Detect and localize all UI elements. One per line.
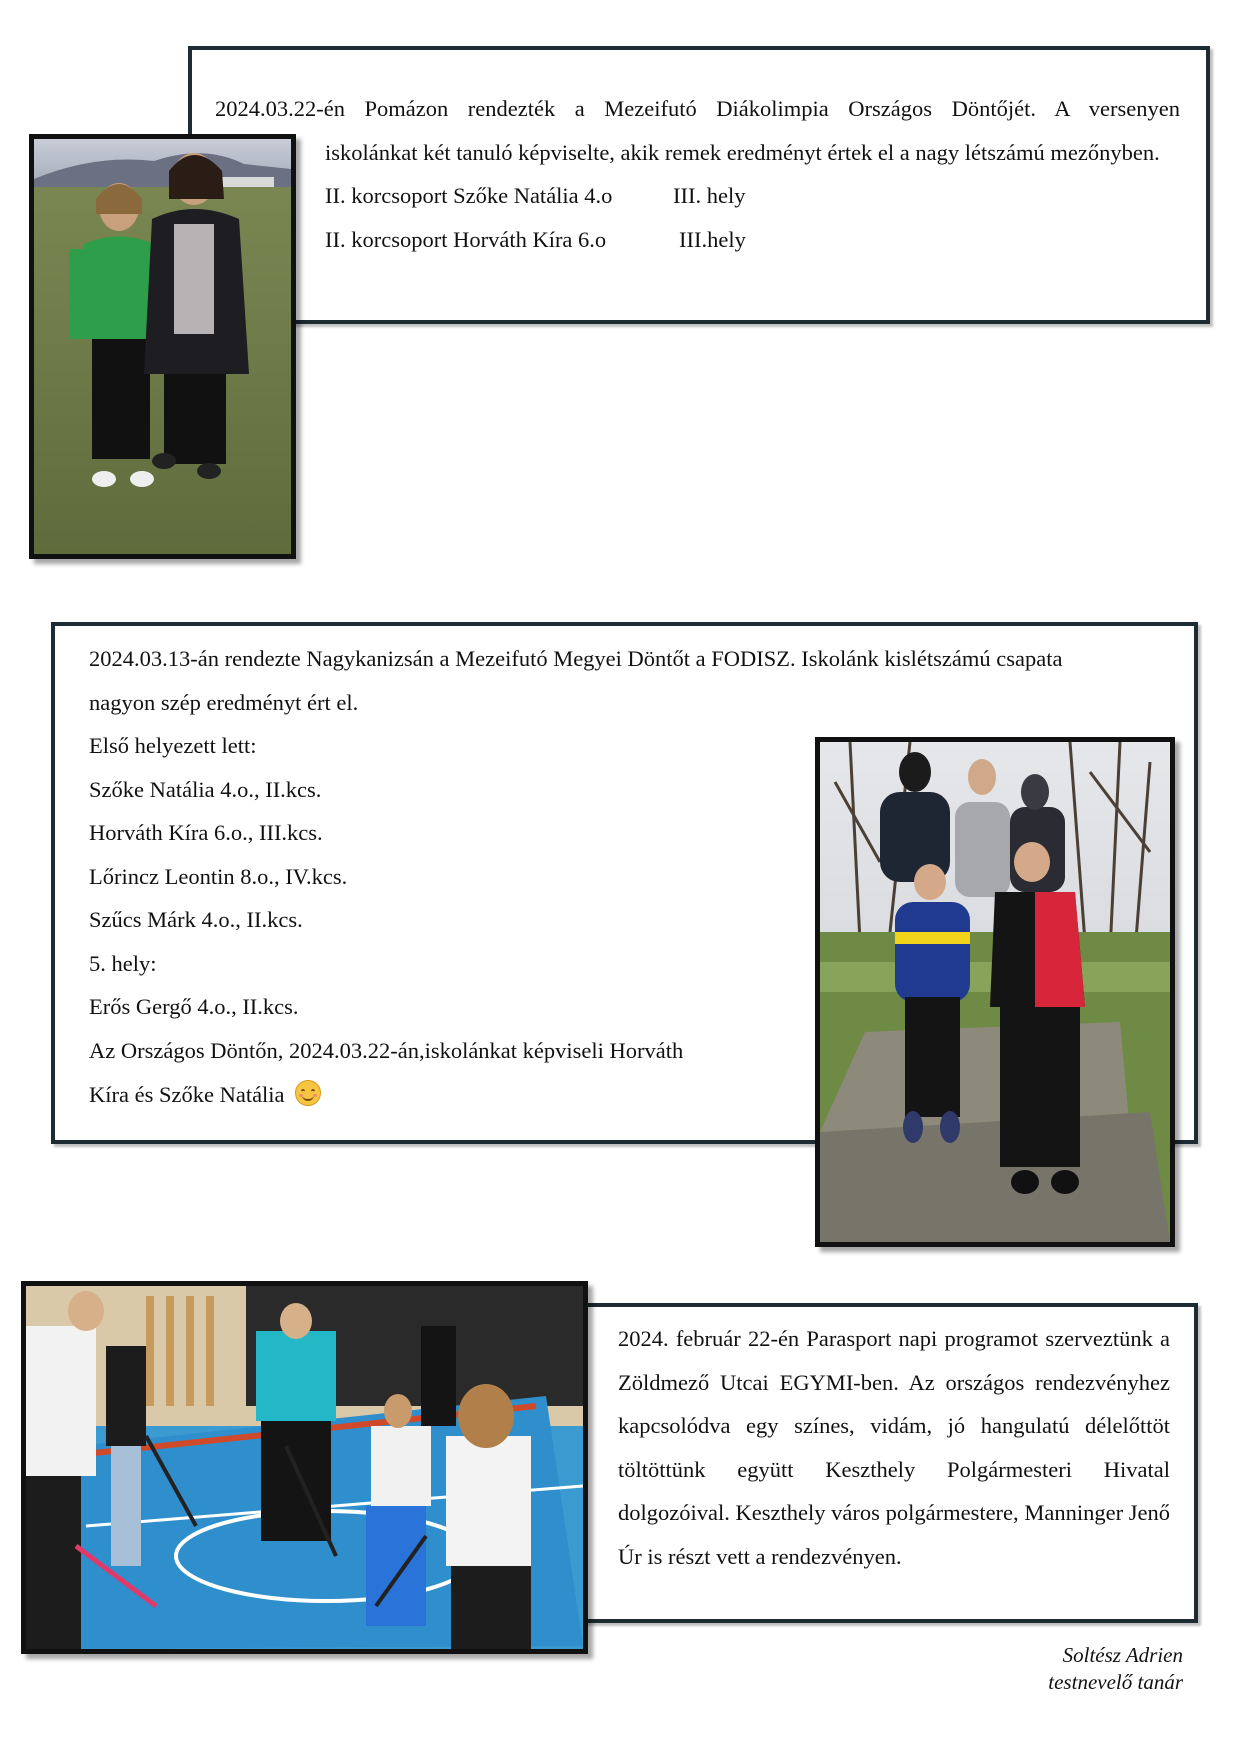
photo-team-on-stone bbox=[815, 737, 1175, 1247]
signature bbox=[1048, 1642, 1183, 1696]
winner-item: Lőrincz Leontin 8.o., IV.kcs. bbox=[89, 863, 348, 889]
photo-two-medalists bbox=[29, 134, 296, 559]
fifth-place-item: Erős Gergő 4.o., II.kcs. bbox=[89, 994, 299, 1019]
result-row bbox=[325, 218, 1180, 262]
result-group: II. korcsoport Szőke Natália 4.o bbox=[325, 183, 613, 208]
winner-item: Szűcs Márk 4.o., II.kcs. bbox=[89, 907, 303, 932]
article-first-line: 2024.03.22-én Pomázon rendezték a Mezeifutó Diákolimpia Országos Döntőjét. A versenyen bbox=[215, 96, 1180, 121]
result-place: III.hely bbox=[679, 226, 746, 252]
result-row bbox=[325, 174, 1180, 218]
article-text-national bbox=[215, 87, 1180, 261]
parasport-paragraph: 2024. február 22-én Parasport napi programot szerveztünk a Zöldmező Utcai EGYMI-ben. Az országos rendezvényhez kapcsolódva egy színes, vidám, jó hangulatú délelőttöt töltöttünk együtt Keszthely Polgármesteri Hivatal dolgozóival. Keszthely város polgármestere, Manninger Jenő Úr is részt vett a rendezvényen. bbox=[618, 1326, 1170, 1569]
article-text-parasport bbox=[618, 1317, 1170, 1578]
result-group: II. korcsoport Horváth Kíra 6.o bbox=[325, 226, 607, 252]
article-paragraph: iskolánkat két tanuló képviselte, akik remek eredményt értek el a nagy létszámú mezőnyben. bbox=[325, 139, 1160, 165]
signature-title: testnevelő tanár bbox=[1048, 1670, 1183, 1694]
signature-name: Soltész Adrien bbox=[1062, 1643, 1183, 1667]
result-place: III. hely bbox=[673, 183, 746, 208]
smiley-icon bbox=[295, 1080, 321, 1106]
winner-item: Szőke Natália 4.o., II.kcs. bbox=[89, 776, 322, 802]
article-intro: 2024.03.13-án rendezte Nagykanizsán a Mezeifutó Megyei Döntőt a FODISZ. Iskolánk kislétszámú csapata nagyon szép eredményt ért el. bbox=[89, 646, 1063, 715]
closing-line: Az Országos Döntőn, 2024.03.22-án,iskolánkat képviseli Horváth bbox=[89, 1037, 684, 1063]
closing-text: Kíra és Szőke Natália bbox=[89, 1082, 285, 1107]
first-place-heading: Első helyezett lett: bbox=[89, 733, 257, 758]
photo-floorball-parasport bbox=[21, 1281, 588, 1654]
fifth-place-heading: 5. hely: bbox=[89, 950, 157, 976]
winner-item: Horváth Kíra 6.o., III.kcs. bbox=[89, 820, 323, 845]
